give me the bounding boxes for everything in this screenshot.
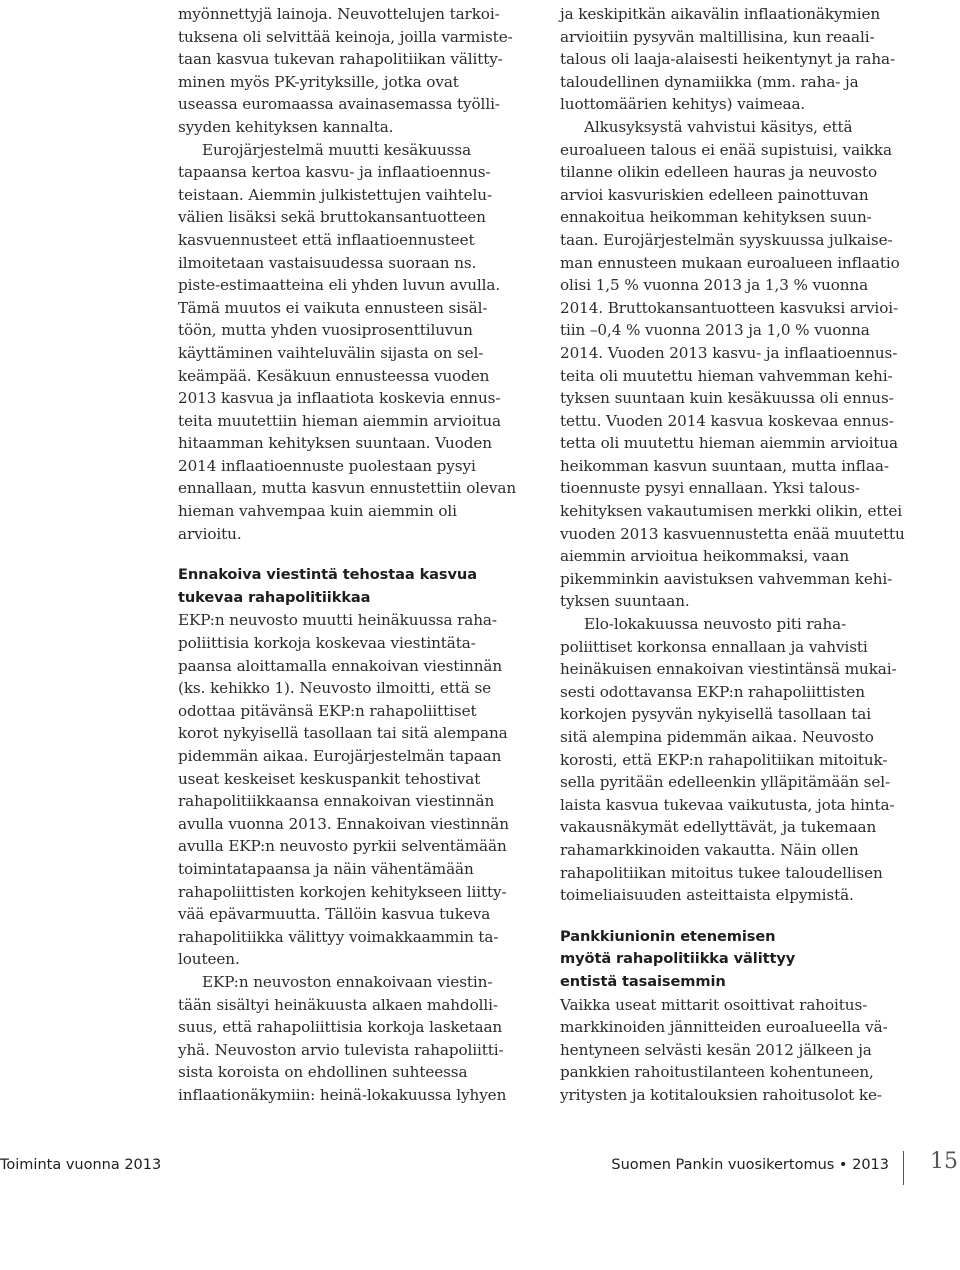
text-line: Alkusyksystä vahvistui käsitys, että: [584, 117, 853, 136]
text-line: 2014. Bruttokansantuotteen kasvuksi arvioi-: [560, 298, 899, 317]
text-line: rahapolitiikan mitoitus tukee taloudellisen: [560, 863, 883, 882]
paragraph: [560, 613, 912, 907]
text-line: tapaansa kertoa kasvu- ja inflaatioennus-: [178, 163, 491, 182]
text-line: yritysten ja kotitalouksien rahoitusolot ke-: [560, 1085, 882, 1104]
footer-publication-title: Suomen Pankin vuosikertomus • 2013: [611, 1157, 889, 1173]
left-column: [178, 3, 530, 1107]
text-line: teita oli muutettu hieman vahvemman kehi-: [560, 366, 893, 385]
text-line: rahamarkkinoiden vakautta. Näin ollen: [560, 840, 859, 859]
text-line: (ks. kehikko 1). Neuvosto ilmoitti, että se: [178, 679, 492, 698]
text-line: poliittiset korkonsa ennallaan ja vahvisti: [560, 637, 868, 656]
text-line: pidemmän aikaa. Eurojärjestelmän tapaan: [178, 747, 502, 765]
text-line: korot nykyisellä tasollaan tai sitä alempana: [178, 724, 508, 743]
paragraph: [560, 116, 912, 613]
text-line: 2013 kasvua ja inflaatiota koskevia ennus-: [178, 389, 501, 408]
text-line: Eurojärjestelmä muutti kesäkuussa: [202, 140, 472, 159]
text-line: tilanne olikin edelleen hauras ja neuvosto: [560, 163, 878, 182]
text-line: tiin –0,4 % vuonna 2013 ja 1,0 % vuonna: [560, 321, 870, 340]
footer-section-title: Toiminta vuonna 2013: [0, 1157, 162, 1173]
text-line: Vaikka useat mittarit osoittivat rahoitus-: [560, 995, 868, 1014]
text-line: vää epävarmuutta. Tällöin kasvua tukeva: [178, 905, 491, 924]
footer-divider: [903, 1151, 904, 1185]
text-line: entistä tasaisemmin: [560, 972, 726, 990]
text-line: toimeliaisuuden asteittaista elpymistä.: [560, 886, 854, 905]
text-line: rahapolitiikka välittyy voimakkaammin ta-: [178, 927, 499, 946]
text-line: aiemmin arvioitua heikommaksi, vaan: [560, 547, 850, 566]
text-line: hentyneen selvästi kesän 2012 jälkeen ja: [560, 1040, 872, 1059]
text-line: Tämä muutos ei vaikuta ennusteen sisäl-: [178, 298, 488, 317]
text-line: tyksen suuntaan.: [560, 592, 690, 611]
text-line: 2014 inflaatioennuste puolestaan pysyi: [178, 456, 476, 475]
text-line: korkojen pysyvän nykyisellä tasollaan tai: [560, 705, 872, 724]
text-line: laista kasvua tukevaa vaikutusta, jota hinta-: [560, 795, 895, 814]
text-line: tettu. Vuoden 2014 kasvua koskevaa ennus-: [560, 411, 894, 430]
text-line: avulla vuonna 2013. Ennakoivan viestinnän: [178, 814, 509, 833]
text-line: arvioitiin pysyvän maltillisina, kun reaali-: [560, 27, 875, 46]
text-line: tioennuste pysyi ennallaan. Yksi talous-: [560, 479, 860, 498]
text-line: hieman vahvempaa kuin aiemmin oli: [178, 502, 457, 521]
text-line: sitä alempina pidemmän aikaa. Neuvosto: [560, 728, 874, 746]
text-line: myönnettyjä lainoja. Neuvottelujen tarkoi-: [178, 5, 500, 23]
text-line: useat keskeiset keskuspankit tehostivat: [178, 769, 481, 788]
text-line: man ennusteen mukaan euroalueen inflaatio: [560, 253, 900, 272]
text-line: euroalueen talous ei enää supistuisi, vaikka: [560, 140, 892, 159]
text-line: olisi 1,5 % vuonna 2013 ja 1,3 % vuonna: [560, 276, 869, 295]
paragraph: [178, 139, 530, 546]
text-line: useassa euromaassa avainasemassa työlli-: [178, 95, 500, 114]
section-heading: [178, 564, 530, 609]
text-line: Ennakoiva viestintä tehostaa kasvua: [178, 566, 477, 584]
text-line: vakausnäkymät edellyttävät, ja tukemaan: [560, 818, 877, 837]
text-line: taan. Eurojärjestelmän syyskuussa julkaise-: [560, 230, 893, 249]
text-line: tetta oli muutettu hieman aiemmin arvioitua: [560, 434, 898, 453]
text-line: Pankkiunionin etenemisen: [560, 927, 776, 945]
text-line: minen myös PK-yrityksille, jotka ovat: [178, 72, 459, 91]
text-line: paansa aloittamalla ennakoivan viestinnän: [178, 656, 503, 675]
text-line: heinäkuisen ennakoivan viestintänsä mukai-: [560, 660, 897, 679]
text-line: rahapoliittisten korkojen kehitykseen liitty-: [178, 882, 507, 901]
paragraph: [178, 609, 530, 971]
text-line: taloudellinen dynamiikka (mm. raha- ja: [560, 72, 859, 91]
text-line: käyttäminen vaihteluvälin sijasta on sel-: [178, 343, 484, 362]
text-line: kasvuennusteet että inflaatioennusteet: [178, 230, 475, 249]
text-line: pankkien rahoitustilanteen kohentuneen,: [560, 1063, 874, 1082]
text-line: avulla EKP:n neuvosto pyrkii selventämään: [178, 837, 507, 856]
text-line: Elo-lokakuussa neuvosto piti raha-: [584, 615, 847, 634]
text-line: pikemminkin aavistuksen vahvemman kehi-: [560, 569, 893, 588]
text-line: syyden kehityksen kannalta.: [178, 117, 394, 136]
text-line: hitaamman kehityksen suuntaan. Vuoden: [178, 434, 492, 453]
text-line: inflaationäkymiin: heinä-lokakuussa lyhyen: [178, 1085, 507, 1104]
text-line: töön, mutta yhden vuosiprosenttiluvun: [178, 321, 473, 340]
text-line: keämpää. Kesäkuun ennusteessa vuoden: [178, 366, 490, 385]
text-line: sella pyritään edelleenkin ylläpitämään sel-: [560, 773, 891, 792]
text-line: luottomäärien kehitys) vaimeaa.: [560, 95, 806, 114]
text-line: poliittisia korkoja koskevaa viestintäta-: [178, 634, 476, 653]
text-line: teistaan. Aiemmin julkistettujen vaihtelu-: [178, 185, 492, 204]
text-line: tään sisältyi heinäkuusta alkaen mahdolli-: [178, 995, 498, 1014]
text-line: yhä. Neuvoston arvio tulevista rahapoliitti-: [178, 1040, 504, 1059]
text-line: sesti odottavansa EKP:n rahapoliittisten: [560, 682, 865, 701]
text-line: piste-estimaatteina eli yhden luvun avulla.: [178, 276, 501, 295]
paragraph: [560, 994, 912, 1107]
text-line: rahapolitiikkaansa ennakoivan viestinnän: [178, 792, 495, 811]
text-line: kehityksen vakautumisen merkki olikin, ettei: [560, 502, 903, 521]
text-line: EKP:n neuvoston ennakoivaan viestin-: [202, 972, 493, 991]
text-line: ilmoitetaan vastaisuudessa suoraan ns.: [178, 253, 477, 272]
text-line: ja keskipitkän aikavälin inflaationäkymien: [560, 5, 881, 23]
text-line: korosti, että EKP:n rahapolitiikan mitoituk-: [560, 750, 888, 769]
text-line: markkinoiden jännitteiden euroalueella vä-: [560, 1018, 888, 1037]
text-line: toimintatapaansa ja näin vähentämään: [178, 859, 474, 878]
page-footer: [0, 1149, 960, 1197]
text-line: myötä rahapolitiikka välittyy: [560, 950, 796, 968]
text-line: teita muutettiin hieman aiemmin arvioitua: [178, 411, 501, 430]
text-line: tukevaa rahapolitiikkaa: [178, 588, 371, 606]
text-line: louteen.: [178, 950, 240, 969]
text-line: sista koroista on ehdollinen suhteessa: [178, 1063, 468, 1082]
paragraph: [178, 971, 530, 1107]
text-line: suus, että rahapoliittisia korkoja lasketaan: [178, 1018, 503, 1037]
paragraph: [560, 3, 912, 116]
text-line: 2014. Vuoden 2013 kasvu- ja inflaatioennus-: [560, 343, 898, 362]
page-number: 15: [930, 1149, 958, 1174]
text-line: taan kasvua tukevan rahapolitiikan välitty-: [178, 50, 503, 69]
text-line: ennakoitua heikomman kehityksen suun-: [560, 208, 872, 227]
text-line: ennallaan, mutta kasvun ennustettiin olevan: [178, 479, 517, 498]
section-heading: [560, 926, 912, 994]
text-line: EKP:n neuvosto muutti heinäkuussa raha-: [178, 611, 497, 630]
text-line: talous oli laaja-alaisesti heikentynyt ja raha-: [560, 50, 896, 69]
text-line: heikomman kasvun suuntaan, mutta inflaa-: [560, 456, 889, 475]
text-line: vuoden 2013 kasvuennustetta enää muutettu: [560, 524, 905, 543]
text-line: välien lisäksi sekä bruttokansantuotteen: [178, 208, 486, 227]
text-line: arvioitu.: [178, 524, 242, 543]
text-line: tuksena oli selvittää keinoja, joilla varmiste-: [178, 27, 513, 46]
text-line: tyksen suuntaan kuin kesäkuussa oli ennus-: [560, 389, 894, 408]
text-line: arvioi kasvuriskien edelleen painottuvan: [560, 185, 869, 204]
right-column: [560, 3, 912, 1107]
text-line: odottaa pitävänsä EKP:n rahapoliittiset: [178, 701, 477, 720]
paragraph: [178, 3, 530, 139]
